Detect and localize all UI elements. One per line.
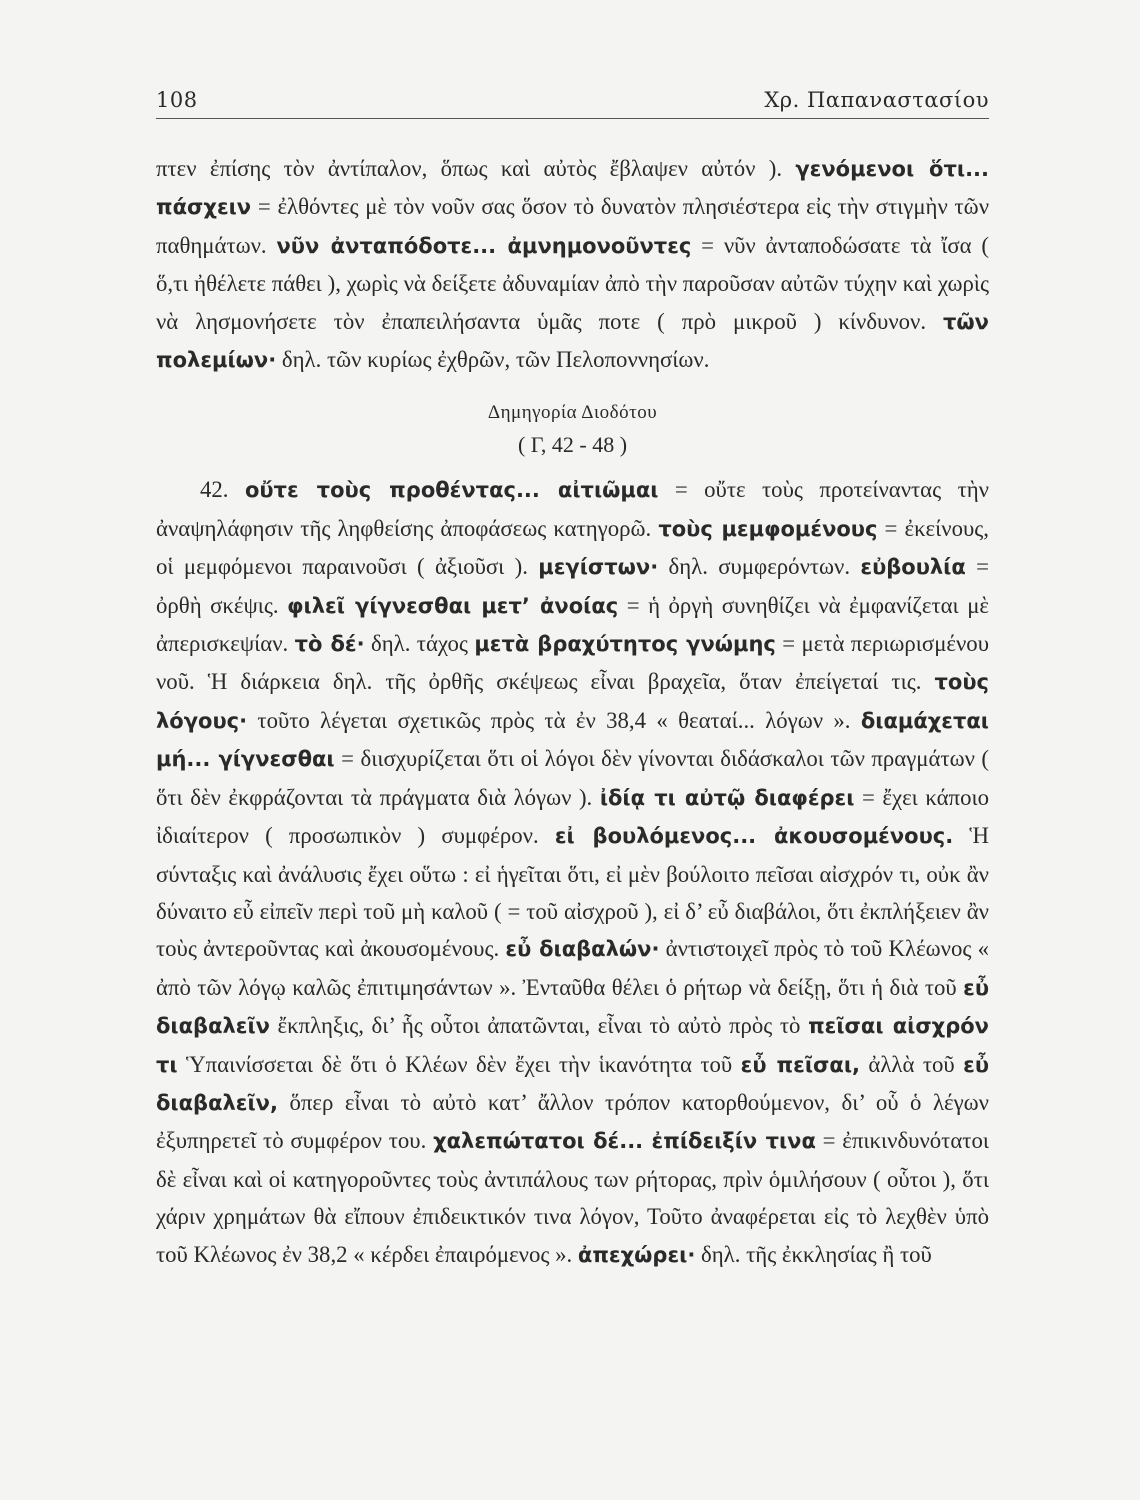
text-run: δηλ. τῆς ἐκκλησίας ἢ τοῦ bbox=[695, 1241, 932, 1267]
lemma: εἰ βουλόμενος... ἀκουσομένους. bbox=[554, 824, 954, 849]
lemma: εὖ πεῖσαι, bbox=[740, 1052, 860, 1077]
lemma: τοὺς μεμφομένους bbox=[658, 516, 878, 541]
text-run: = ἐπικινδυνότατοι δὲ εἶναι καὶ οἱ κατηγοροῦντες τοὺς ἀντιπάλους των ρήτορας, πρὶν ὁμιλήσουν ( οὗτοι ), ὅτι χάριν χρημάτων θὰ εἴπουν ἐπιδεικτικόν τινα λόγον, Τοῦτο ἀναφέρεται εἰς τὸ λεχθὲν ὑπὸ τοῦ Κλέωνος ἐν 38,2 « κέρδει ἐπαιρόμενος ». bbox=[156, 1128, 989, 1267]
commentary-paragraph-2 bbox=[156, 471, 989, 1274]
lemma: τοὺς λόγους· bbox=[156, 670, 989, 733]
text-run: πτεν ἐπίσης τὸν ἀντίπαλον, ὅπως καὶ αὐτὸς ἔβλαψεν αὐτόν ). bbox=[156, 156, 796, 181]
lemma: τῶν πολεμίων· bbox=[156, 309, 989, 373]
text-run: = ὀρθὴ σκέψις. bbox=[156, 554, 989, 618]
text-run: ἀλλὰ τοῦ bbox=[859, 1051, 964, 1077]
text-run: Ἡ σύνταξις καὶ ἀνάλυσις ἔχει οὕτω : εἰ ἡγεῖται ὅτι, εἰ μὲν βούλοιτο πεῖσαι αἰσχρόν τι, οὐκ ἂν δύναιτο εὖ εἰπεῖν περὶ τοῦ μὴ καλοῦ ( = τοῦ αἰσχροῦ ), εἰ δ’ εὖ διαβάλοι, ὅτι ἐκπλήξειεν ἂν τοὺς ἀντεροῦντας καὶ ἀκουσομένους. bbox=[156, 823, 990, 962]
text-run: τοῦτο λέγεται σχετικῶς πρὸς τὰ ἐν 38,4 « θεαταί... λόγων ». bbox=[247, 707, 861, 733]
lemma: ἀπεχώρει· bbox=[577, 1242, 696, 1267]
lemma: εὐβουλία bbox=[860, 555, 966, 580]
text-run: ἀντιστοιχεῖ πρὸς τὸ τοῦ Κλέωνος « ἀπὸ τῶν λόγῳ καλῶς ἐπιτιμησάντων ». Ἐνταῦθα θέλει ὁ ρήτωρ νὰ δείξῃ, ὅτι ἡ διὰ τοῦ bbox=[156, 936, 989, 1000]
lemma: φιλεῖ γίγνεσθαι μετ’ ἀνοίας bbox=[287, 593, 619, 618]
text-run: = νῦν ἀνταποδώσατε τὰ ἴσα ( ὅ,τι ἠθέλετε πάθει ), χωρὶς νὰ δείξετε ἀδυναμίαν ἀπὸ τὴν παροῦσαν αὐτῶν τύχην καὶ χωρὶς νὰ λησμονήσετε τὸν ἐπαπειλήσαντα ὑμᾶς ποτε ( πρὸ μικροῦ ) κίνδυνον. bbox=[156, 232, 989, 334]
section-heading bbox=[156, 399, 989, 463]
lemma: μετὰ βραχύτητος γνώμης bbox=[474, 632, 776, 657]
text-run: δηλ. τάχος bbox=[364, 631, 475, 657]
text-run: ἔκπληξις, δι’ ἧς οὗτοι ἀπατῶνται, εἶναι τὸ αὐτὸ πρὸς τὸ bbox=[269, 1013, 809, 1039]
section-reference: ( Γ, 42 - 48 ) bbox=[517, 432, 628, 458]
lemma: εὖ διαβαλών· bbox=[505, 937, 660, 962]
lemma: ἰδίᾳ τι αὐτῷ διαφέρει bbox=[599, 785, 855, 810]
text-run: = ἔχει κάποιο ἰδιαίτερον ( προσωπικὸν ) συμφέρον. bbox=[156, 784, 989, 849]
text-run: δηλ. συμφερόντων. bbox=[658, 554, 861, 580]
running-head: Χρ. Παπαναστασίου bbox=[764, 88, 989, 112]
lemma: διαμάχεται μή... γίγνεσθαι bbox=[156, 708, 989, 772]
text-run: δηλ. τῶν κυρίως ἐχθρῶν, τῶν Πελοποννησίων. bbox=[276, 347, 710, 373]
page-header bbox=[156, 82, 989, 119]
text-run: = μετὰ περιωρισμένου νοῦ. Ἡ διάρκεια δηλ. τῆς ὀρθῆς σκέψεως εἶναι βραχεῖα, ὅταν ἐπείγεταί τις. bbox=[156, 631, 989, 695]
section-title: Δημηγορία Διοδότου bbox=[487, 402, 658, 424]
lemma: χαλεπώτατοι δέ... ἐπίδειξίν τινα bbox=[433, 1129, 816, 1154]
text-run: = οὔτε τοὺς προτείναντας τὴν ἀναψηλάφησιν τῆς ληφθείσης ἀποφάσεως κατηγορῶ. bbox=[156, 477, 989, 541]
text-run: = ἡ ὀργὴ συνηθίζει νὰ ἐμφανίζεται μὲ ἀπερισκεψίαν. bbox=[156, 592, 989, 657]
lemma: νῦν ἀνταπόδοτε... ἀμνημονοῦντες bbox=[276, 233, 692, 258]
text-run: 42. bbox=[200, 477, 245, 503]
lemma: οὔτε τοὺς προθέντας... αἰτιῶμαι bbox=[244, 478, 659, 503]
lemma: εὖ διαβαλεῖν, bbox=[156, 1052, 989, 1115]
text-run: = ἐκείνους, οἱ μεμφόμενοι παραινοῦσι ( ἀξιοῦσι ). bbox=[156, 515, 989, 580]
lemma: μεγίστων· bbox=[538, 555, 659, 580]
lemma: εὖ διαβαλεῖν bbox=[156, 975, 989, 1039]
text-run: Ὑπαινίσσεται δὲ ὅτι ὁ Κλέων δὲν ἔχει τὴν ἱκανότητα τοῦ bbox=[177, 1051, 741, 1077]
text-run: = διισχυρίζεται ὅτι οἱ λόγοι δὲν γίνονται διδάσκαλοι τῶν πραγμάτων ( ὅτι δὲν ἐκφράζονται τὰ πράγματα διὰ λόγων ). bbox=[156, 746, 989, 810]
commentary-paragraph-1 bbox=[156, 150, 989, 379]
body-text bbox=[156, 150, 989, 1274]
text-run: = ἐλθόντες μὲ τὸν νοῦν σας ὅσον τὸ δυνατὸν πλησιέστερα εἰς τὴν στιγμὴν τῶν παθημάτων. bbox=[156, 194, 989, 258]
lemma: γενόμενοι ὅτι... πάσχειν bbox=[156, 157, 989, 220]
page-number: 108 bbox=[156, 88, 198, 112]
lemma: τὸ δέ· bbox=[294, 632, 365, 657]
text-run: ὅπερ εἶναι τὸ αὐτὸ κατ’ ἄλλον τρόπον κατορθούμενον, δι’ οὗ ὁ λέγων ἐξυπηρετεῖ τὸ συμφέρον του. bbox=[156, 1089, 989, 1154]
lemma: πεῖσαι αἰσχρόν τι bbox=[156, 1014, 989, 1077]
